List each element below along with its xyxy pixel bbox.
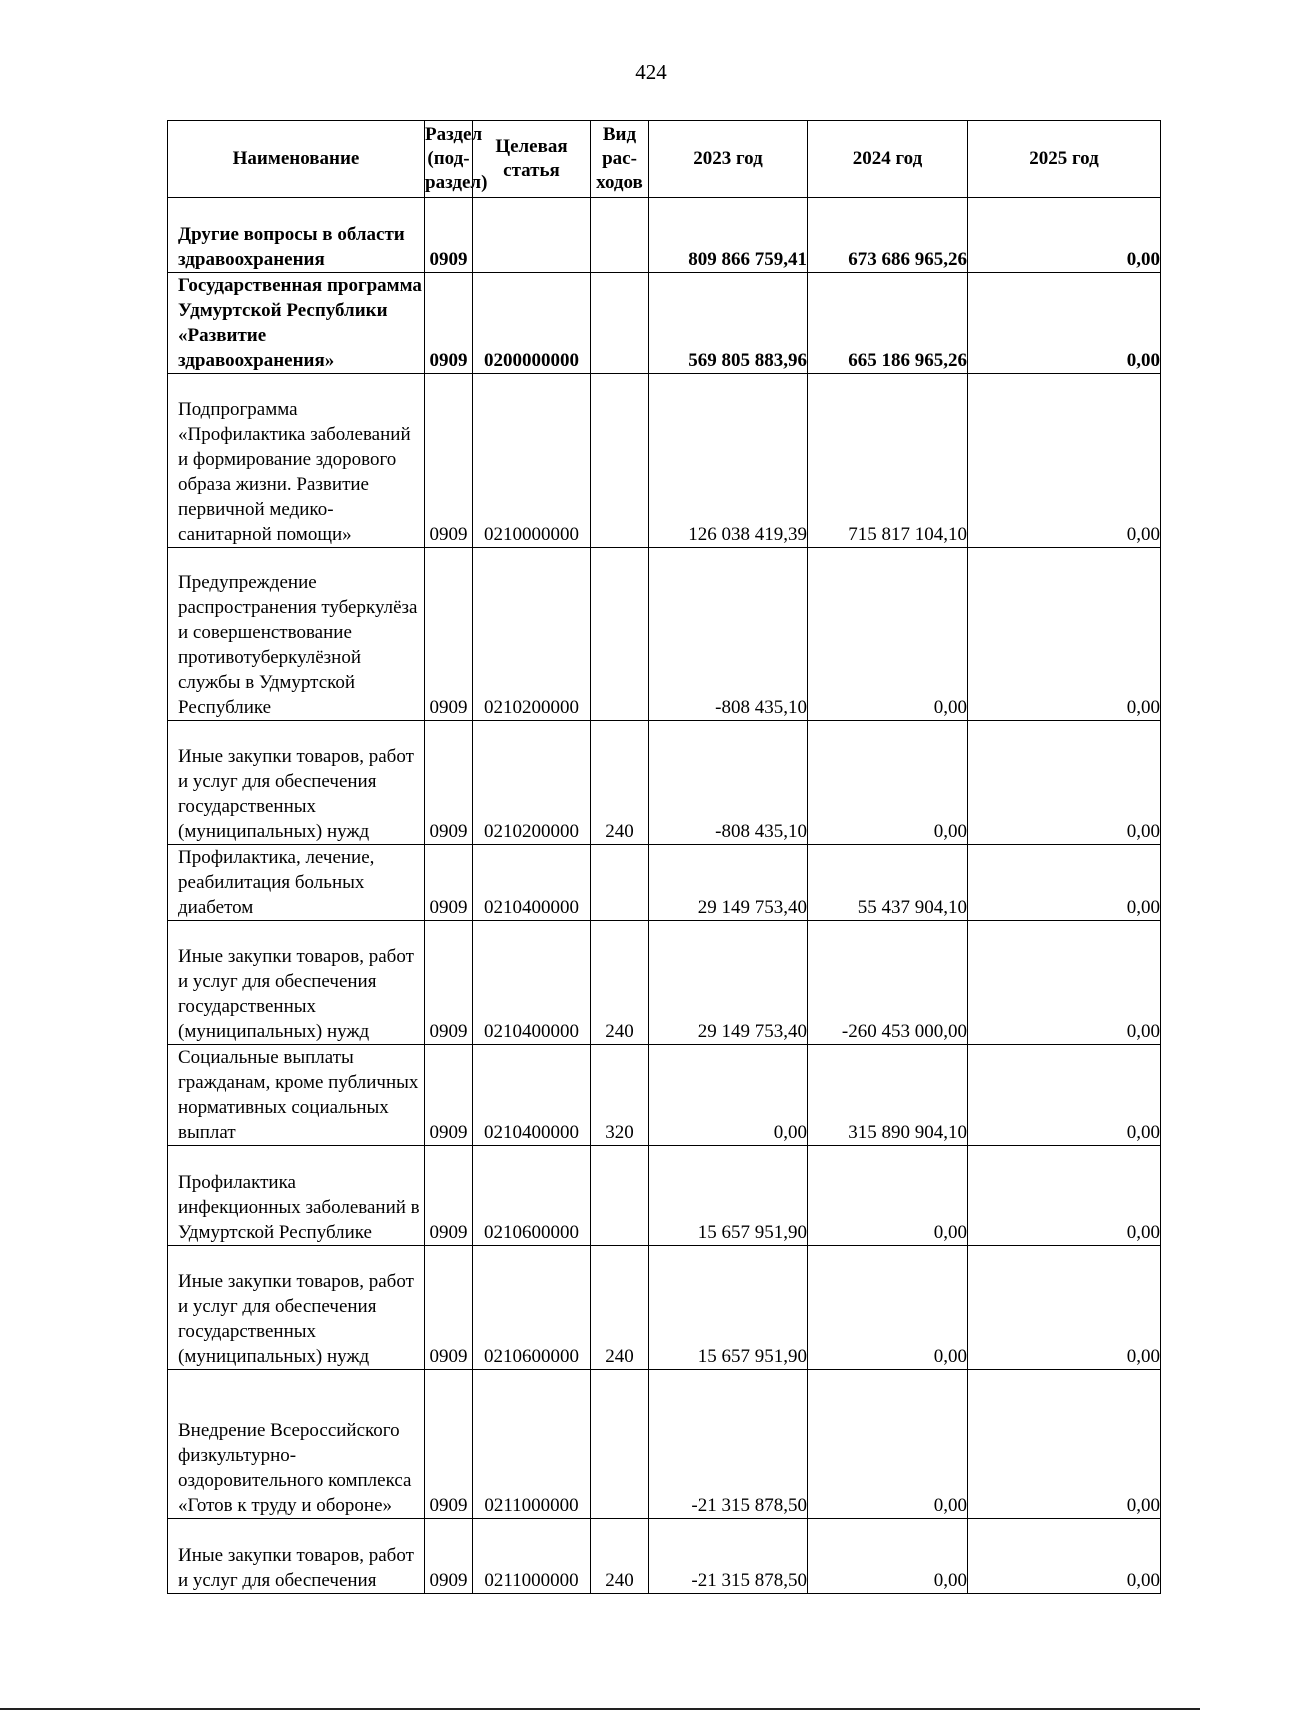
row-2023: -808 435,10 bbox=[649, 721, 808, 845]
row-2023: -21 315 878,50 bbox=[649, 1519, 808, 1594]
row-2024: 0,00 bbox=[808, 1146, 968, 1246]
page-bottom-rule bbox=[0, 1708, 1200, 1710]
row-2023: 29 149 753,40 bbox=[649, 845, 808, 921]
row-2025: 0,00 bbox=[968, 1146, 1161, 1246]
row-2023: 15 657 951,90 bbox=[649, 1246, 808, 1370]
row-kind bbox=[591, 845, 649, 921]
row-2025: 0,00 bbox=[968, 374, 1161, 548]
row-2024: 0,00 bbox=[808, 1246, 968, 1370]
table-row bbox=[168, 1519, 1161, 1594]
row-target: 0210600000 bbox=[473, 1146, 591, 1246]
row-kind: 240 bbox=[591, 921, 649, 1045]
row-kind bbox=[591, 374, 649, 548]
row-name: Другие вопросы в области здравоохранения bbox=[168, 198, 425, 273]
row-2025: 0,00 bbox=[968, 845, 1161, 921]
row-2024: 715 817 104,10 bbox=[808, 374, 968, 548]
row-target: 0211000000 bbox=[473, 1519, 591, 1594]
row-kind bbox=[591, 273, 649, 374]
row-2023: 126 038 419,39 bbox=[649, 374, 808, 548]
row-kind: 320 bbox=[591, 1045, 649, 1146]
row-2025: 0,00 bbox=[968, 1519, 1161, 1594]
row-kind bbox=[591, 1370, 649, 1519]
table-row bbox=[168, 1246, 1161, 1370]
row-target: 0210000000 bbox=[473, 374, 591, 548]
row-kind: 240 bbox=[591, 1246, 649, 1370]
row-target: 0210400000 bbox=[473, 845, 591, 921]
row-section: 0909 bbox=[425, 921, 473, 1045]
row-section: 0909 bbox=[425, 721, 473, 845]
row-2024: 0,00 bbox=[808, 548, 968, 721]
header-section: Раздел (под-раздел) bbox=[425, 121, 473, 198]
page-number: 424 bbox=[635, 60, 667, 84]
row-2023: 0,00 bbox=[649, 1045, 808, 1146]
row-2024: 665 186 965,26 bbox=[808, 273, 968, 374]
row-section: 0909 bbox=[425, 273, 473, 374]
row-2024: 0,00 bbox=[808, 1370, 968, 1519]
row-kind bbox=[591, 198, 649, 273]
table-row bbox=[168, 1045, 1161, 1146]
row-target: 0210400000 bbox=[473, 1045, 591, 1146]
row-target: 0210200000 bbox=[473, 721, 591, 845]
row-name: Подпрограмма «Профилактика заболеваний и формирование здорового образа жизни. Развитие первичной медико-санитарной помощи» bbox=[168, 374, 425, 548]
header-2024: 2024 год bbox=[808, 121, 968, 198]
row-section: 0909 bbox=[425, 845, 473, 921]
row-section: 0909 bbox=[425, 1519, 473, 1594]
row-section: 0909 bbox=[425, 1246, 473, 1370]
header-target: Целевая статья bbox=[473, 121, 591, 198]
table-row bbox=[168, 273, 1161, 374]
table-row bbox=[168, 1370, 1161, 1519]
row-2025: 0,00 bbox=[968, 273, 1161, 374]
table-header-row bbox=[168, 121, 1161, 198]
row-2024: 0,00 bbox=[808, 1519, 968, 1594]
row-section: 0909 bbox=[425, 374, 473, 548]
table-row bbox=[168, 198, 1161, 273]
row-section: 0909 bbox=[425, 1045, 473, 1146]
row-name: Профилактика инфекционных заболеваний в Удмуртской Республике bbox=[168, 1146, 425, 1246]
row-section: 0909 bbox=[425, 548, 473, 721]
row-2025: 0,00 bbox=[968, 921, 1161, 1045]
row-target: 0210200000 bbox=[473, 548, 591, 721]
row-kind bbox=[591, 548, 649, 721]
row-2023: 569 805 883,96 bbox=[649, 273, 808, 374]
row-2023: -808 435,10 bbox=[649, 548, 808, 721]
row-name: Иные закупки товаров, работ и услуг для обеспечения государственных (муниципальных) нужд bbox=[168, 921, 425, 1045]
row-kind: 240 bbox=[591, 721, 649, 845]
row-target: 0211000000 bbox=[473, 1370, 591, 1519]
row-2025: 0,00 bbox=[968, 1045, 1161, 1146]
row-name: Иные закупки товаров, работ и услуг для обеспечения bbox=[168, 1519, 425, 1594]
row-2024: 0,00 bbox=[808, 721, 968, 845]
table-row bbox=[168, 921, 1161, 1045]
row-name: Внедрение Всероссийского физкультурно-оздоровительного комплекса «Готов к труду и обороне» bbox=[168, 1370, 425, 1519]
row-section: 0909 bbox=[425, 1146, 473, 1246]
row-name: Иные закупки товаров, работ и услуг для обеспечения государственных (муниципальных) нужд bbox=[168, 721, 425, 845]
table-row bbox=[168, 374, 1161, 548]
row-2024: 673 686 965,26 bbox=[808, 198, 968, 273]
header-name: Наименование bbox=[168, 121, 425, 198]
row-2025: 0,00 bbox=[968, 1246, 1161, 1370]
row-2024: -260 453 000,00 bbox=[808, 921, 968, 1045]
row-target: 0200000000 bbox=[473, 273, 591, 374]
row-name: Государственная программа Удмуртской Республики «Развитие здравоохранения» bbox=[168, 273, 425, 374]
row-name: Предупреждение распространения туберкулёза и совершенствование противотуберкулёзной службы в Удмуртской Республике bbox=[168, 548, 425, 721]
row-2024: 55 437 904,10 bbox=[808, 845, 968, 921]
row-kind bbox=[591, 1146, 649, 1246]
row-2025: 0,00 bbox=[968, 721, 1161, 845]
row-target: 0210400000 bbox=[473, 921, 591, 1045]
header-kind: Вид рас-ходов bbox=[591, 121, 649, 198]
row-name: Социальные выплаты гражданам, кроме публичных нормативных социальных выплат bbox=[168, 1045, 425, 1146]
row-2023: 809 866 759,41 bbox=[649, 198, 808, 273]
row-target: 0210600000 bbox=[473, 1246, 591, 1370]
row-target bbox=[473, 198, 591, 273]
row-2023: 29 149 753,40 bbox=[649, 921, 808, 1045]
table-row bbox=[168, 845, 1161, 921]
row-2023: -21 315 878,50 bbox=[649, 1370, 808, 1519]
budget-table bbox=[167, 120, 1161, 1594]
row-section: 0909 bbox=[425, 1370, 473, 1519]
row-2024: 315 890 904,10 bbox=[808, 1045, 968, 1146]
row-kind: 240 bbox=[591, 1519, 649, 1594]
table-row bbox=[168, 548, 1161, 721]
row-2025: 0,00 bbox=[968, 198, 1161, 273]
row-name: Иные закупки товаров, работ и услуг для обеспечения государственных (муниципальных) нужд bbox=[168, 1246, 425, 1370]
table-row bbox=[168, 721, 1161, 845]
row-section: 0909 bbox=[425, 198, 473, 273]
row-2023: 15 657 951,90 bbox=[649, 1146, 808, 1246]
table-row bbox=[168, 1146, 1161, 1246]
row-2025: 0,00 bbox=[968, 548, 1161, 721]
row-name: Профилактика, лечение, реабилитация больных диабетом bbox=[168, 845, 425, 921]
header-2023: 2023 год bbox=[649, 121, 808, 198]
row-2025: 0,00 bbox=[968, 1370, 1161, 1519]
header-2025: 2025 год bbox=[968, 121, 1161, 198]
